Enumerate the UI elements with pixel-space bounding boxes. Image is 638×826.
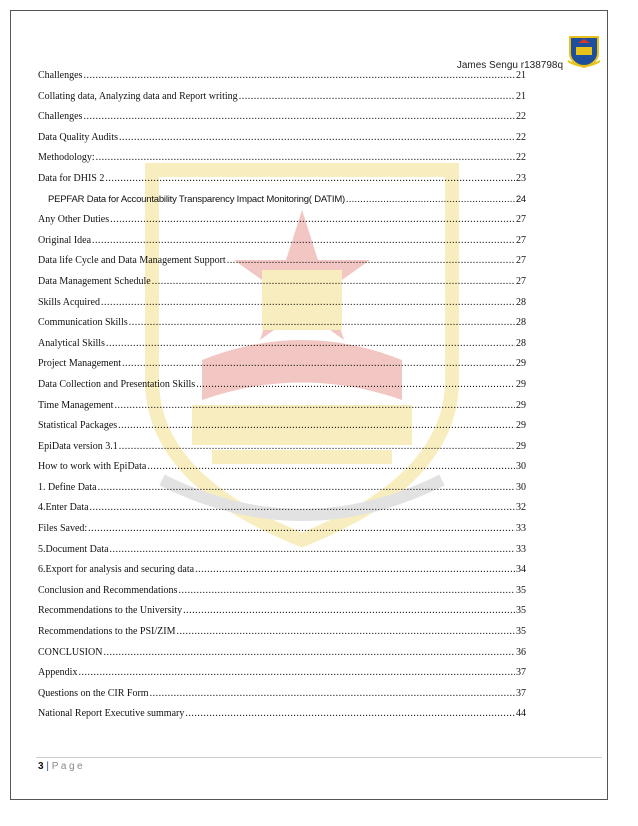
toc-entry-label: 5.Document Data xyxy=(38,543,109,555)
toc-entry-label: National Report Executive summary xyxy=(38,708,185,720)
toc-dot-leader xyxy=(78,667,515,678)
toc-entry-label: Collating data, Analyzing data and Report writing xyxy=(38,90,238,102)
toc-entry[interactable] xyxy=(38,379,526,400)
toc-entry[interactable] xyxy=(38,235,526,256)
toc-dot-leader xyxy=(129,317,515,328)
toc-entry-label: Data Management Schedule xyxy=(38,275,151,287)
toc-entry-label: CONCLUSION xyxy=(38,646,103,658)
toc-entry[interactable] xyxy=(38,420,526,441)
toc-entry-label: How to work with EpiData xyxy=(38,461,147,473)
toc-entry-page: 28 xyxy=(516,317,526,329)
toc-entry-page: 27 xyxy=(516,214,526,226)
toc-entry-label: 4.Enter Data xyxy=(38,502,89,514)
toc-dot-leader xyxy=(122,358,515,369)
toc-dot-leader xyxy=(178,585,515,596)
toc-entry[interactable] xyxy=(38,255,526,276)
toc-dot-leader xyxy=(183,605,515,616)
toc-dot-leader xyxy=(239,91,515,102)
toc-entry[interactable] xyxy=(38,605,526,626)
toc-entry-page: 37 xyxy=(516,667,526,679)
toc-entry-page: 21 xyxy=(516,70,526,81)
toc-dot-leader xyxy=(119,441,515,452)
toc-dot-leader xyxy=(346,195,515,205)
toc-dot-leader xyxy=(152,276,515,287)
toc-entry-label: PEPFAR Data for Accountability Transparency Impact Monitoring( DATIM) xyxy=(48,193,346,205)
toc-entry-page: 29 xyxy=(516,378,526,390)
toc-entry-label: Data for DHIS 2 xyxy=(38,172,105,184)
toc-entry-label: Original Idea xyxy=(38,234,92,246)
toc-entry[interactable] xyxy=(38,626,526,647)
toc-entry-page: 30 xyxy=(516,461,526,473)
toc-entry-page: 21 xyxy=(516,90,526,102)
toc-dot-leader xyxy=(119,132,515,143)
toc-dot-leader xyxy=(195,564,515,575)
toc-entry-page: 27 xyxy=(516,255,526,267)
toc-entry-page: 35 xyxy=(516,605,526,617)
toc-entry-page: 44 xyxy=(516,708,526,720)
toc-entry-page: 35 xyxy=(516,584,526,596)
toc-dot-leader xyxy=(110,544,515,555)
toc-entry[interactable] xyxy=(38,152,526,173)
toc-entry-page: 33 xyxy=(516,543,526,555)
toc-entry-label: Time Management xyxy=(38,399,114,411)
toc-entry-page: 28 xyxy=(516,296,526,308)
toc-entry[interactable] xyxy=(38,585,526,606)
toc-dot-leader xyxy=(114,400,515,411)
toc-entry[interactable] xyxy=(38,688,526,709)
toc-dot-leader xyxy=(118,420,515,431)
toc-entry-label: Questions on the CIR Form xyxy=(38,687,149,699)
toc-entry-label: Conclusion and Recommendations xyxy=(38,584,178,596)
toc-entry-label: Statistical Packages xyxy=(38,420,118,432)
toc-entry-label: Challenges xyxy=(38,70,83,81)
toc-dot-leader xyxy=(196,379,515,390)
toc-entry-label: Files Saved: xyxy=(38,523,88,535)
toc-entry[interactable] xyxy=(38,544,526,565)
toc-entry[interactable] xyxy=(38,400,526,421)
toc-dot-leader xyxy=(103,647,515,658)
page-number: 3 xyxy=(38,761,44,772)
toc-entry-page: 37 xyxy=(516,687,526,699)
toc-entry-label: Any Other Duties xyxy=(38,214,110,226)
toc-dot-leader xyxy=(177,626,516,637)
toc-entry-label: 1. Define Data xyxy=(38,481,97,493)
toc-entry[interactable] xyxy=(38,276,526,297)
toc-entry[interactable] xyxy=(38,461,526,482)
toc-entry[interactable] xyxy=(38,358,526,379)
toc-entry-page: 36 xyxy=(516,646,526,658)
toc-entry-label: Skills Acquired xyxy=(38,296,100,308)
toc-dot-leader xyxy=(185,708,515,719)
footer-separator: | xyxy=(46,761,49,772)
toc-entry[interactable] xyxy=(38,194,526,215)
toc-entry[interactable] xyxy=(38,173,526,194)
toc-entry-page: 32 xyxy=(516,502,526,514)
toc-entry[interactable] xyxy=(38,214,526,235)
toc-entry[interactable] xyxy=(38,317,526,338)
toc-entry-label: Appendix xyxy=(38,667,78,679)
toc-entry-label: Data Collection and Presentation Skills xyxy=(38,378,196,390)
toc-entry[interactable] xyxy=(38,70,526,91)
toc-entry-page: 33 xyxy=(516,523,526,535)
toc-entry[interactable] xyxy=(38,297,526,318)
toc-entry-page: 29 xyxy=(516,358,526,370)
footer-divider xyxy=(36,757,602,758)
page-footer xyxy=(38,761,85,772)
toc-dot-leader xyxy=(106,338,515,349)
page-label: Page xyxy=(51,761,86,772)
toc-dot-leader xyxy=(101,297,515,308)
table-of-contents xyxy=(38,70,526,729)
toc-entry-page: 27 xyxy=(516,275,526,287)
toc-entry[interactable] xyxy=(38,523,526,544)
toc-entry-page: 22 xyxy=(516,152,526,164)
toc-entry-page: 24 xyxy=(515,193,526,205)
toc-entry[interactable] xyxy=(38,91,526,112)
toc-entry-label: Challenges xyxy=(38,111,83,123)
toc-dot-leader xyxy=(105,173,515,184)
header-author: James Sengu r138798q xyxy=(456,60,563,71)
toc-entry-page: 29 xyxy=(516,440,526,452)
toc-entry-label: Data Quality Audits xyxy=(38,131,118,143)
toc-entry[interactable] xyxy=(38,502,526,523)
toc-entry-page: 35 xyxy=(516,626,526,638)
toc-entry[interactable] xyxy=(38,111,526,132)
toc-entry-label: Data life Cycle and Data Management Support xyxy=(38,255,226,267)
toc-dot-leader xyxy=(92,235,515,246)
toc-entry-page: 28 xyxy=(516,337,526,349)
toc-entry-page: 30 xyxy=(516,481,526,493)
toc-entry-label: EpiData version 3.1 xyxy=(38,440,118,452)
toc-entry[interactable] xyxy=(38,132,526,153)
toc-entry[interactable] xyxy=(38,482,526,503)
toc-entry[interactable] xyxy=(38,338,526,359)
toc-entry-page: 29 xyxy=(516,399,526,411)
toc-entry-page: 23 xyxy=(516,172,526,184)
toc-entry-label: Recommendations to the PSI/ZIM xyxy=(38,626,176,638)
toc-dot-leader xyxy=(147,461,515,472)
toc-dot-leader xyxy=(150,688,515,699)
toc-entry[interactable] xyxy=(38,667,526,688)
toc-entry-page: 22 xyxy=(516,111,526,123)
toc-dot-leader xyxy=(227,255,515,266)
toc-dot-leader xyxy=(83,70,515,81)
toc-entry-label: Analytical Skills xyxy=(38,337,105,349)
toc-entry-label: Communication Skills xyxy=(38,317,128,329)
university-logo-icon xyxy=(566,33,602,69)
toc-dot-leader xyxy=(88,523,515,534)
toc-entry-label: 6.Export for analysis and securing data xyxy=(38,564,195,576)
toc-entry[interactable] xyxy=(38,647,526,668)
toc-entry[interactable] xyxy=(38,708,526,729)
toc-dot-leader xyxy=(83,111,515,122)
toc-entry-page: 29 xyxy=(516,420,526,432)
toc-dot-leader xyxy=(98,482,515,493)
toc-entry-label: Recommendations to the University xyxy=(38,605,183,617)
toc-entry-page: 27 xyxy=(516,234,526,246)
toc-dot-leader xyxy=(110,214,515,225)
toc-dot-leader xyxy=(90,502,515,513)
toc-entry-page: 22 xyxy=(516,131,526,143)
toc-dot-leader xyxy=(96,152,515,163)
toc-entry-page: 34 xyxy=(516,564,526,576)
toc-entry[interactable] xyxy=(38,564,526,585)
toc-entry[interactable] xyxy=(38,441,526,462)
toc-entry-label: Methodology: xyxy=(38,152,95,164)
toc-entry-label: Project Management xyxy=(38,358,122,370)
